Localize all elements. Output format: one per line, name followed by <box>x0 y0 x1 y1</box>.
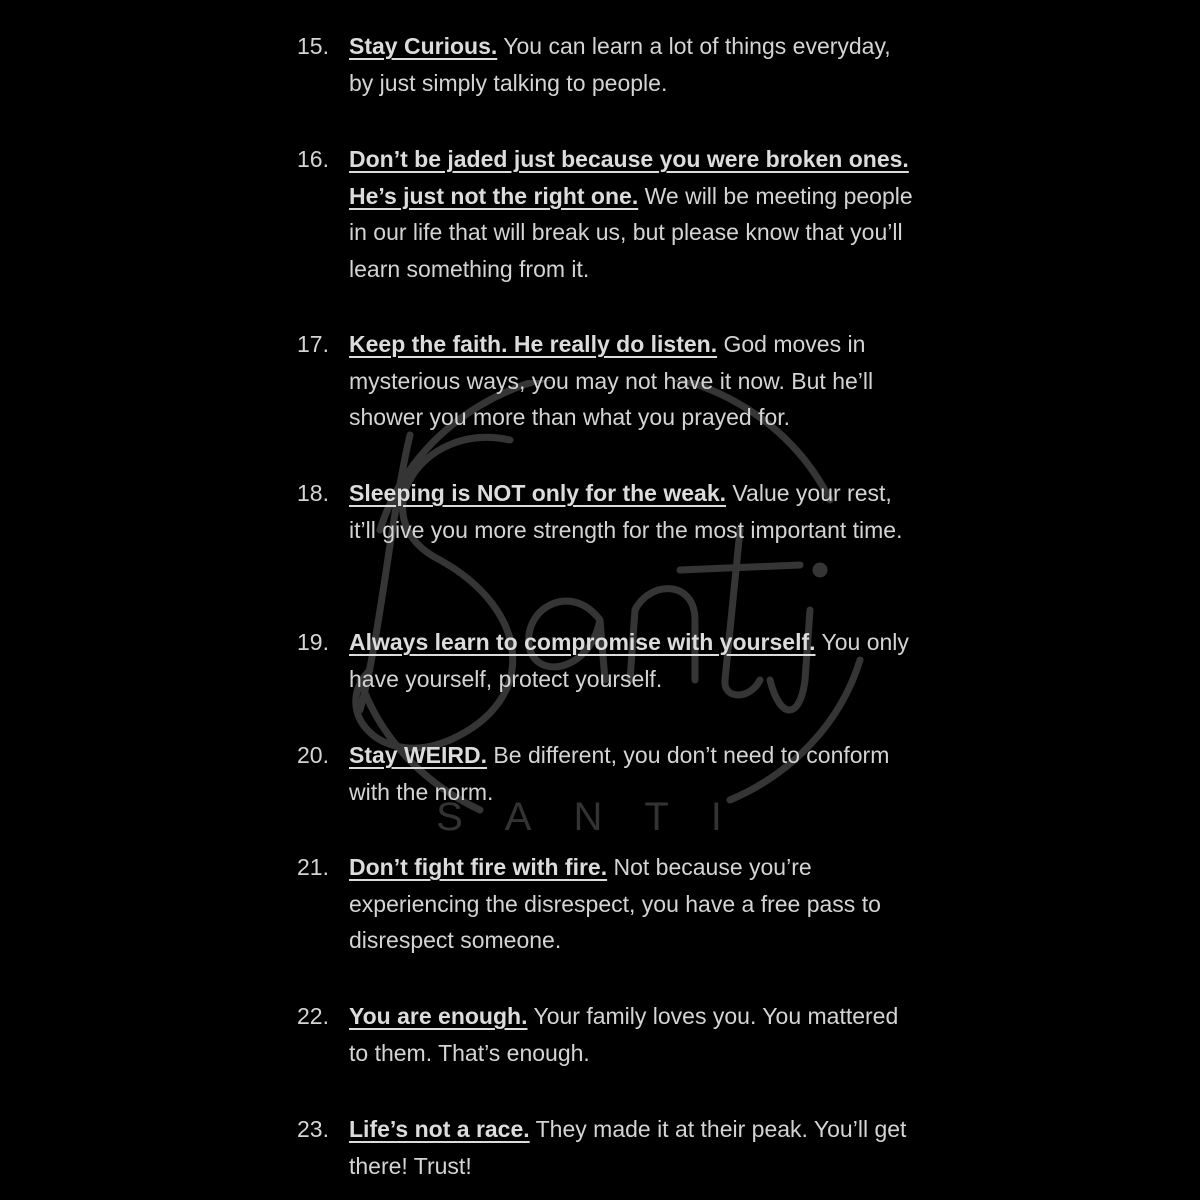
item-heading: Stay Curious. <box>349 33 498 59</box>
watermark-caps: SANTI <box>436 795 764 839</box>
item-text <box>349 737 919 810</box>
item-body: You only have yourself, protect yourself. <box>349 629 909 692</box>
item-body: Value your rest, it’ll give you more strength for the most important time. <box>349 480 903 543</box>
item-heading: Keep the faith. He really do listen. <box>349 331 718 357</box>
item-text <box>349 849 919 959</box>
item-heading: Always learn to compromise with yourself. <box>349 629 816 655</box>
item-text <box>349 28 919 101</box>
item-number: 15. <box>297 33 329 59</box>
item-number: 23. <box>297 1116 329 1142</box>
item-heading: Stay WEIRD. <box>349 742 488 768</box>
item-heading: Don’t fight fire with fire. <box>349 854 608 880</box>
item-heading: Life’s not a race. <box>349 1116 530 1142</box>
item-body: Not because you’re experiencing the disrespect, you have a free pass to disrespect someone. <box>349 854 881 953</box>
item-heading: You are enough. <box>349 1003 528 1029</box>
item-body: You can learn a lot of things everyday, by just simply talking to people. <box>349 33 891 96</box>
item-number: 22. <box>297 1003 329 1029</box>
item-text <box>349 141 919 287</box>
item-text <box>349 624 919 697</box>
item-text <box>349 998 919 1071</box>
item-body: We will be meeting people in our life that will break us, but please know that you’ll learn something from it. <box>349 182 913 282</box>
item-number: 21. <box>297 854 329 880</box>
item-body: God moves in mysterious ways, you may not have it now. But he’ll shower you more than what you prayed for. <box>349 331 874 430</box>
item-body: Your family loves you. You mattered to them. That’s enough. <box>349 1003 899 1066</box>
item-number: 16. <box>297 146 329 172</box>
item-text <box>349 1111 919 1184</box>
item-text <box>349 475 919 548</box>
item-heading: Sleeping is NOT only for the weak. <box>349 480 727 506</box>
item-number: 19. <box>297 629 329 655</box>
item-number: 17. <box>297 331 329 357</box>
item-number: 18. <box>297 480 329 506</box>
item-body: Be different, you don’t need to conform with the norm. <box>349 742 890 805</box>
item-text <box>349 326 919 436</box>
item-number: 20. <box>297 742 329 768</box>
item-body: They made it at their peak. You’ll get there! Trust! <box>349 1116 907 1179</box>
item-heading: Don’t be jaded just because you were broken ones. He’s just not the right one. <box>349 146 909 209</box>
